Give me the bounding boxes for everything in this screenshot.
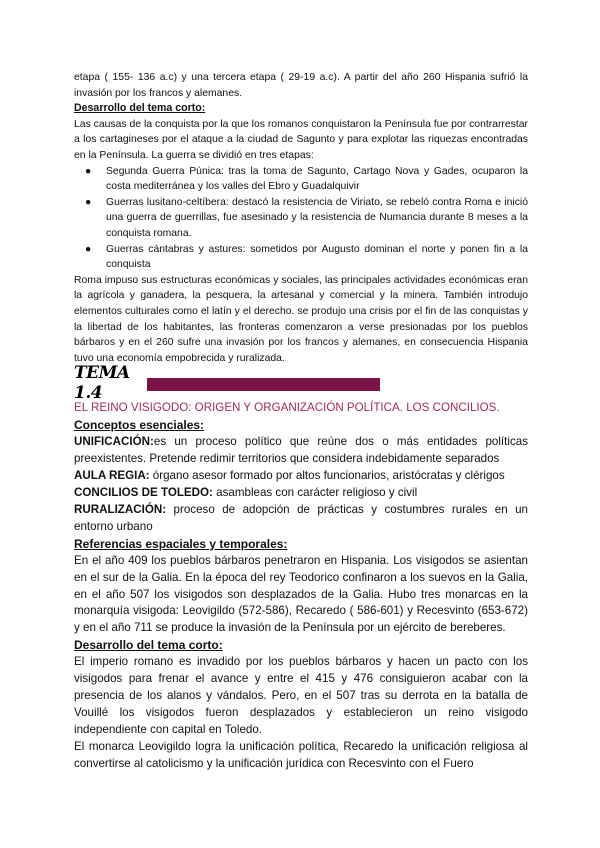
list-item: ● Segunda Guerra Púnica: tras la toma de Sagunto, Cartago Nova y Gades, ocuparon la costa mediterránea y los valles del Ebro y Guadalquivir <box>85 165 528 193</box>
definition-ruralizacion: RURALIZACIÓN: proceso de adopción de prácticas y costumbres rurales en un entorno urbano <box>74 502 528 533</box>
bullet-icon: ● <box>85 196 92 208</box>
causes-paragraph: Las causas de la conquista por la que los romanos conquistaron la Península fue por contrarrestar a los cartagineses por el ataque a la ciudad de Sagunto y para explotar las riquezas encontradas en la Península. La guerra se dividió en tres etapas: <box>74 118 528 161</box>
list-item: ● Guerras cántabras y astures: sometidos por Augusto dominan el norte y ponen fin a la conquista <box>85 243 528 271</box>
definition-concilios: CONCILIOS DE TOLEDO: asambleas con carácter religioso y civil <box>74 486 418 499</box>
section-title: EL REINO VISIGODO: ORIGEN Y ORGANIZACIÓN POLÍTICA. LOS CONCILIOS. <box>74 401 500 415</box>
referencias-heading: Referencias espaciales y temporales: <box>74 536 288 551</box>
bullet-icon: ● <box>85 243 92 255</box>
list-item: ● Guerras lusitano-celtíbera: destacó la resistencia de Viriato, se rebeló contra Roma e inició una guerra de guerrillas, fue asesinado y la resistencia de Numancia durante 8 meses a la conquista romana. <box>85 196 528 239</box>
intro-paragraph: etapa ( 155- 136 a.c) y una tercera etapa ( 29-19 a.c). A partir del año 260 Hispania sufrió la invasión por los francos y alemanes. <box>74 72 528 99</box>
roma-paragraph: Roma impuso sus estructuras económicas y sociales, las principales actividades económicas eran la agrícola y ganadera, la pesquera, la artesanal y comercial y la minera. También introdujo elementos culturales como el latín y el derecho. se produjo una crisis por el fin de las conquistas y la libertad de los habitantes, las fronteras comenzaron a verse presionadas por los pueblos bárbaros y en el 260 sufre una invasión por los francos y alemanes, en consecuencia Hispania tuvo una economía empobrecida y ruralizada. <box>74 274 528 364</box>
tema-highlight-bar <box>147 378 380 391</box>
desarrollo-paragraph-1: El imperio romano es invadido por los pueblos bárbaros y hacen un pacto con los visigodos para frenar el avance y entre el 415 y 476 consiguieron acabar con la presencia de los alanos y vándalos. Pero, en el 507 tras su derrota en la batalla de Vouillé los visigodos fueron desplazados y establecieron un reino visigodo independiente con capital en Toledo. <box>74 655 528 736</box>
desarrollo-heading-1: Desarrollo del tema corto: <box>74 102 206 115</box>
wars-list <box>74 164 528 273</box>
definition-aula-regia: AULA REGIA: órgano asesor formado por altos funcionarios, aristócratas y clérigos <box>74 469 505 483</box>
referencias-paragraph: En el año 409 los pueblos bárbaros penetraron en Hispania. Los visigodos se asientan en el sur de la Galia. En la época del rey Teodorico confinaron a los suevos en la Galia, en el año 507 los visigodos son desplazados de la Galia. Hubo tres monarcas en la monarquía visigoda: Leovigildo (572-586), Recaredo ( 586-601) y Recesvinto (653-672) y en el año 711 se produce la invasión de la Península por un ejército de bereberes. <box>74 553 528 635</box>
desarrollo-paragraph-2: El monarca Leovigildo logra la unificación política, Recaredo la unificación religiosa al convertirse al catolicismo y la unificación jurídica con Recesvinto con el Fuero <box>74 739 528 770</box>
definition-unificacion: UNIFICACIÓN:es un proceso político que reúne dos o más entidades políticas preexistentes. Pretende redimir territorios que considera indebidamente separados <box>74 435 528 466</box>
bullet-icon: ● <box>85 165 92 177</box>
desarrollo-heading-2: Desarrollo del tema corto: <box>74 638 223 653</box>
document-page <box>74 70 528 773</box>
tema-header <box>74 363 528 404</box>
tema-label: TEMA 1.4 <box>74 363 130 404</box>
conceptos-heading: Conceptos esenciales: <box>74 418 205 433</box>
